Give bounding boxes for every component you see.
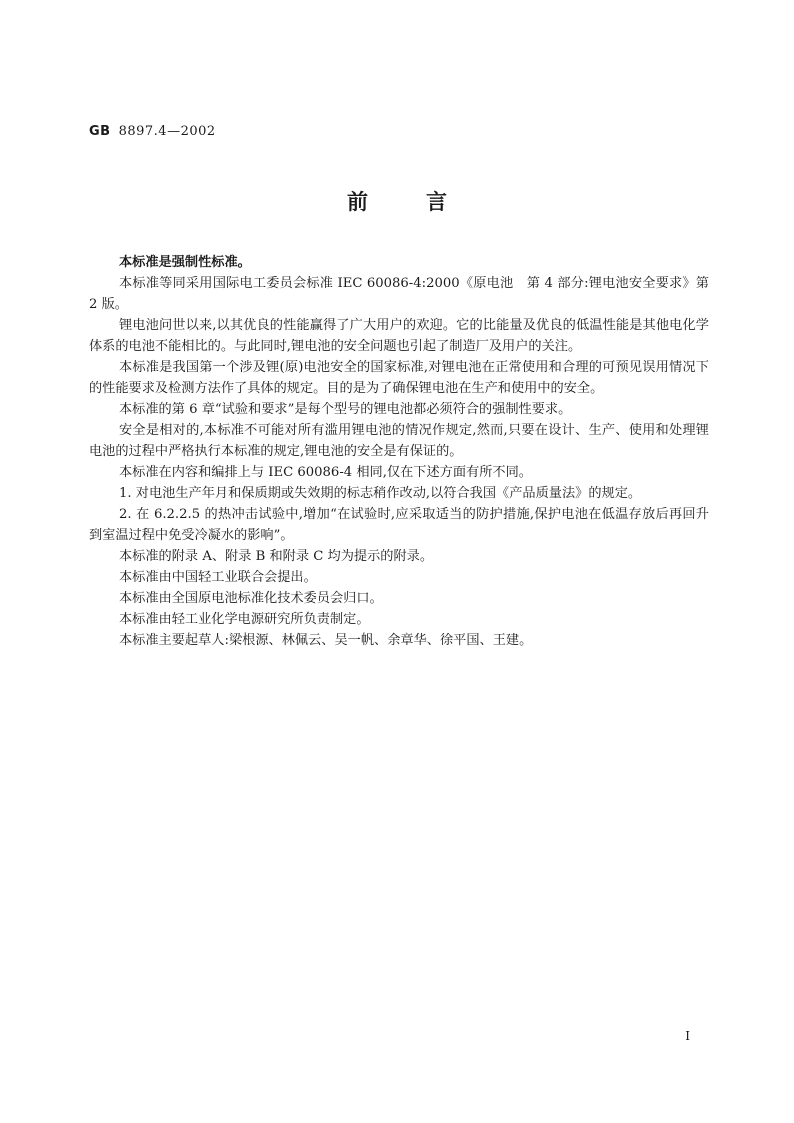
standard-number: 8897.4—2002 bbox=[118, 124, 216, 139]
page-title: 前言 bbox=[347, 189, 505, 214]
paragraph-difference-1: 1. 对电池生产年月和保质期或失效期的标志稍作改动,以符合我国《产品质量法》的规定。 bbox=[119, 486, 642, 501]
paragraph-safety: 安全是相对的,本标准不可能对所有滥用锂电池的情况作规定,然而,只要在设计、生产、使用和处理锂电池的过程中严格执行本标准的规定,锂电池的安全是有保证的。 bbox=[89, 423, 709, 459]
paragraph-proposed-by: 本标准由中国轻工业联合会提出。 bbox=[119, 570, 317, 585]
paragraph-chapter-6: 本标准的第 6 章“试验和要求”是每个型号的锂电池都必须符合的强制性要求。 bbox=[119, 402, 572, 417]
paragraph-background: 锂电池问世以来,以其优良的性能赢得了广大用户的欢迎。它的比能量及优良的低温性能是其他电化学体系的电池不能相比的。与此同时,锂电池的安全问题也引起了制造厂及用户的关注。 bbox=[89, 318, 709, 354]
standard-prefix: GB bbox=[89, 124, 111, 139]
paragraph-drafted-by: 本标准由轻工业化学电源研究所负责制定。 bbox=[119, 612, 370, 627]
paragraph-differences: 本标准在内容和编排上与 IEC 60086-4 相同,仅在下述方面有所不同。 bbox=[119, 465, 532, 480]
paragraph-purpose: 本标准是我国第一个涉及锂(原)电池安全的国家标准,对锂电池在正常使用和合理的可预见误用情况下的性能要求及检测方法作了具体的规定。目的是为了确保锂电池在生产和使用中的安全。 bbox=[89, 360, 709, 396]
paragraph-drafters: 本标准主要起草人:梁根源、林佩云、吴一帆、余章华、徐平国、王建。 bbox=[119, 633, 533, 648]
paragraph-centralized-by: 本标准由全国原电池标准化技术委员会归口。 bbox=[119, 591, 383, 606]
page-number: I bbox=[685, 1029, 690, 1043]
foreword-body bbox=[89, 252, 709, 651]
paragraph-annexes: 本标准的附录 A、附录 B 和附录 C 均为提示的附录。 bbox=[119, 549, 434, 564]
paragraph-adoption: 本标准等同采用国际电工委员会标准 IEC 60086-4:2000《原电池 第 4 部分:锂电池安全要求》第 2 版。 bbox=[89, 276, 709, 312]
standard-code bbox=[89, 124, 216, 139]
paragraph-difference-2: 2. 在 6.2.2.5 的热冲击试验中,增加“在试验时,应采取适当的防护措施,保护电池在低温存放后再回升到室温过程中免受冷凝水的影响”。 bbox=[89, 507, 709, 543]
paragraph-mandatory: 本标准是强制性标准。 bbox=[119, 255, 251, 270]
